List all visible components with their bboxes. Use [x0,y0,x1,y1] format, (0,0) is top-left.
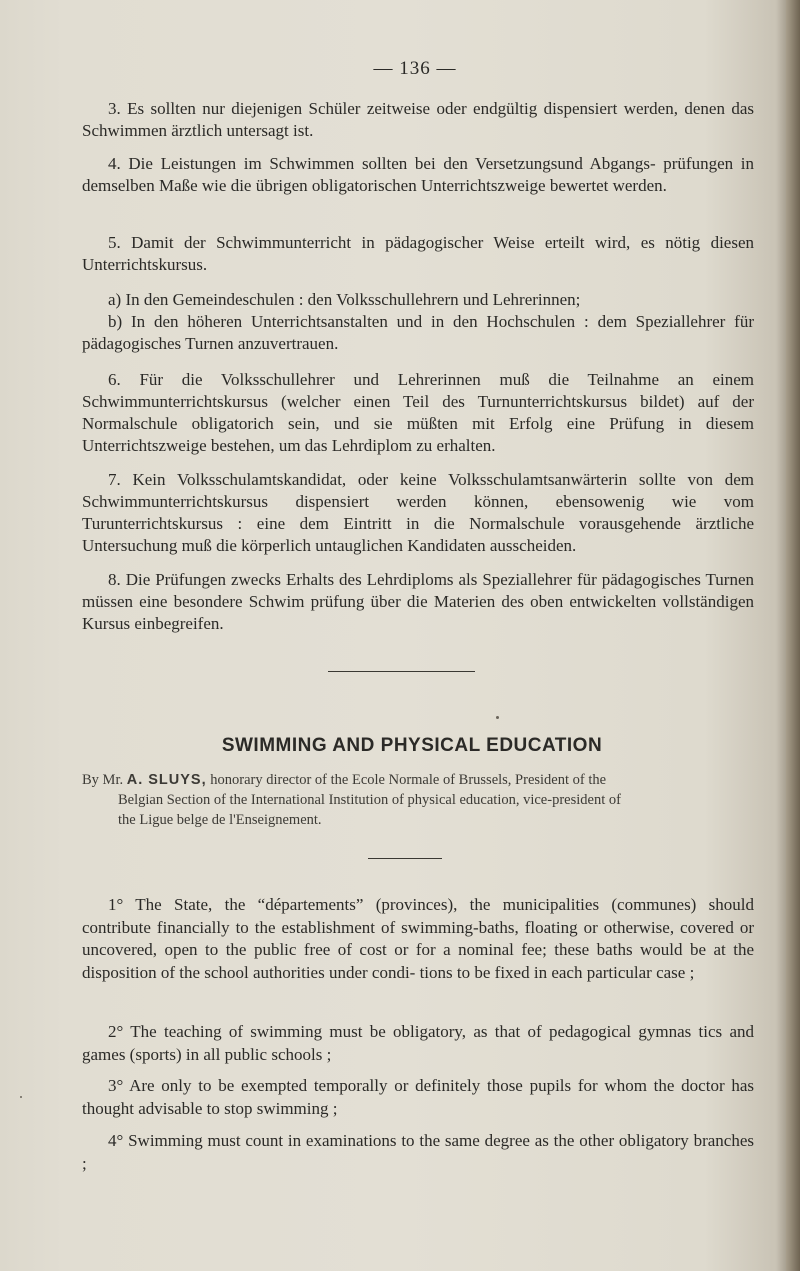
paragraph-text: 4° Swimming must count in examinations to the same degree as the other obligatory branches ; [82,1131,754,1173]
paragraph-text: 1° The State, the “départements” (provinces), the municipalities (communes) should contribute financially to the establishment of swimming-baths, floating or otherwise, covered or uncovered, open to the public free of cost or for a nominal fee; these baths would be at the disposition of the school authorities under condi- tions to be fixed in each particular case ; [82,895,754,982]
paper-speck [496,716,499,719]
title-divider [368,858,442,859]
paragraph-text: b) In den höheren Unterrichtsanstalten und in den Hochschulen : dem Speziallehrer für pädagogisches Turnen anzuvertrauen. [82,312,754,353]
english-paragraph-4 [82,1130,754,1175]
german-paragraph-6 [82,369,754,457]
paper-speck [20,1096,22,1098]
paragraph-text: 7. Kein Volksschulamtskandidat, oder keine Volksschulamtsanwärterin sollte von dem Schwimmunterrichtskursus dispensiert werden können, ebensowenig wie vom Turunterrichtskursus : eine dem Eintritt in die Normalschule vorausgehende ärztliche Untersuchung muß die körperlich untauglichen Kandidaten ausscheiden. [82,470,754,555]
section-divider [328,671,475,672]
byline-text-2: Belgian Section of the International Institution of physical education, vice-president of [118,792,621,808]
german-paragraph-8 [82,569,754,635]
german-paragraph-4 [82,153,754,197]
paragraph-text: 8. Die Prüfungen zwecks Erhalts des Lehrdiploms als Speziallehrer für pädagogisches Turnen müssen eine besondere Schwim prüfung über die Materien des oben entwickelten vollständigen Kursus einbegreifen. [82,570,754,633]
page-number: — 136 — [373,58,457,79]
byline-text-1: honorary director of the Ecole Normale of Brussels, President of the [210,772,607,788]
german-item-b [82,311,754,355]
paragraph-text: 6. Für die Volksschullehrer und Lehrerinnen muß die Teilnahme an einem Schwimmunterrichtskursus (welcher einen Teil des Turnunterrichtskursus bildet) auf der Normalschule obligatorich sein, und sie müßten mit Erfolg eine Prüfung in diesem Unterrichtszweige bestehen, um das Lehrdiplom zu erhalten. [82,370,754,455]
paragraph-text: a) In den Gemeindeschulen : den Volksschullehrern und Lehrerinnen; [108,290,581,309]
byline-prefix: By Mr. [82,772,124,788]
german-item-a [82,289,754,311]
english-paragraph-2 [82,1021,754,1066]
paragraph-text: 5. Damit der Schwimmunterricht in pädagogischer Weise erteilt wird, es nötig diesen Unterrichtskursus. [82,233,754,274]
paragraph-text: 3. Es sollten nur diejenigen Schüler zeitweise oder endgültig dispensiert werden, denen das Schwimmen ärztlich untersagt ist. [82,99,754,140]
english-paragraph-3 [82,1075,754,1120]
paragraph-text: 4. Die Leistungen im Schwimmen sollten bei den Versetzungsund Abgangs- prüfungen in demselben Maße wie die übrigen obligatorischen Unterrichtszweige bewertet werden. [82,154,754,195]
byline-text-3: the Ligue belge de l'Enseignement. [118,812,322,828]
article-byline [82,770,754,830]
paragraph-text: 2° The teaching of swimming must be obligatory, as that of pedagogical gymnas tics and games (sports) in all public schools ; [82,1022,754,1064]
german-paragraph-5 [82,232,754,276]
german-paragraph-3 [82,98,754,142]
german-paragraph-7 [82,469,754,557]
paragraph-text: 3° Are only to be exempted temporally or definitely those pupils for whom the doctor has thought advisable to stop swimming ; [82,1076,754,1118]
english-paragraph-1 [82,894,754,984]
page-edge [786,0,800,1271]
article-title: SWIMMING AND PHYSICAL EDUCATION [221,735,603,756]
author-name: A. SLUYS, [126,772,207,788]
